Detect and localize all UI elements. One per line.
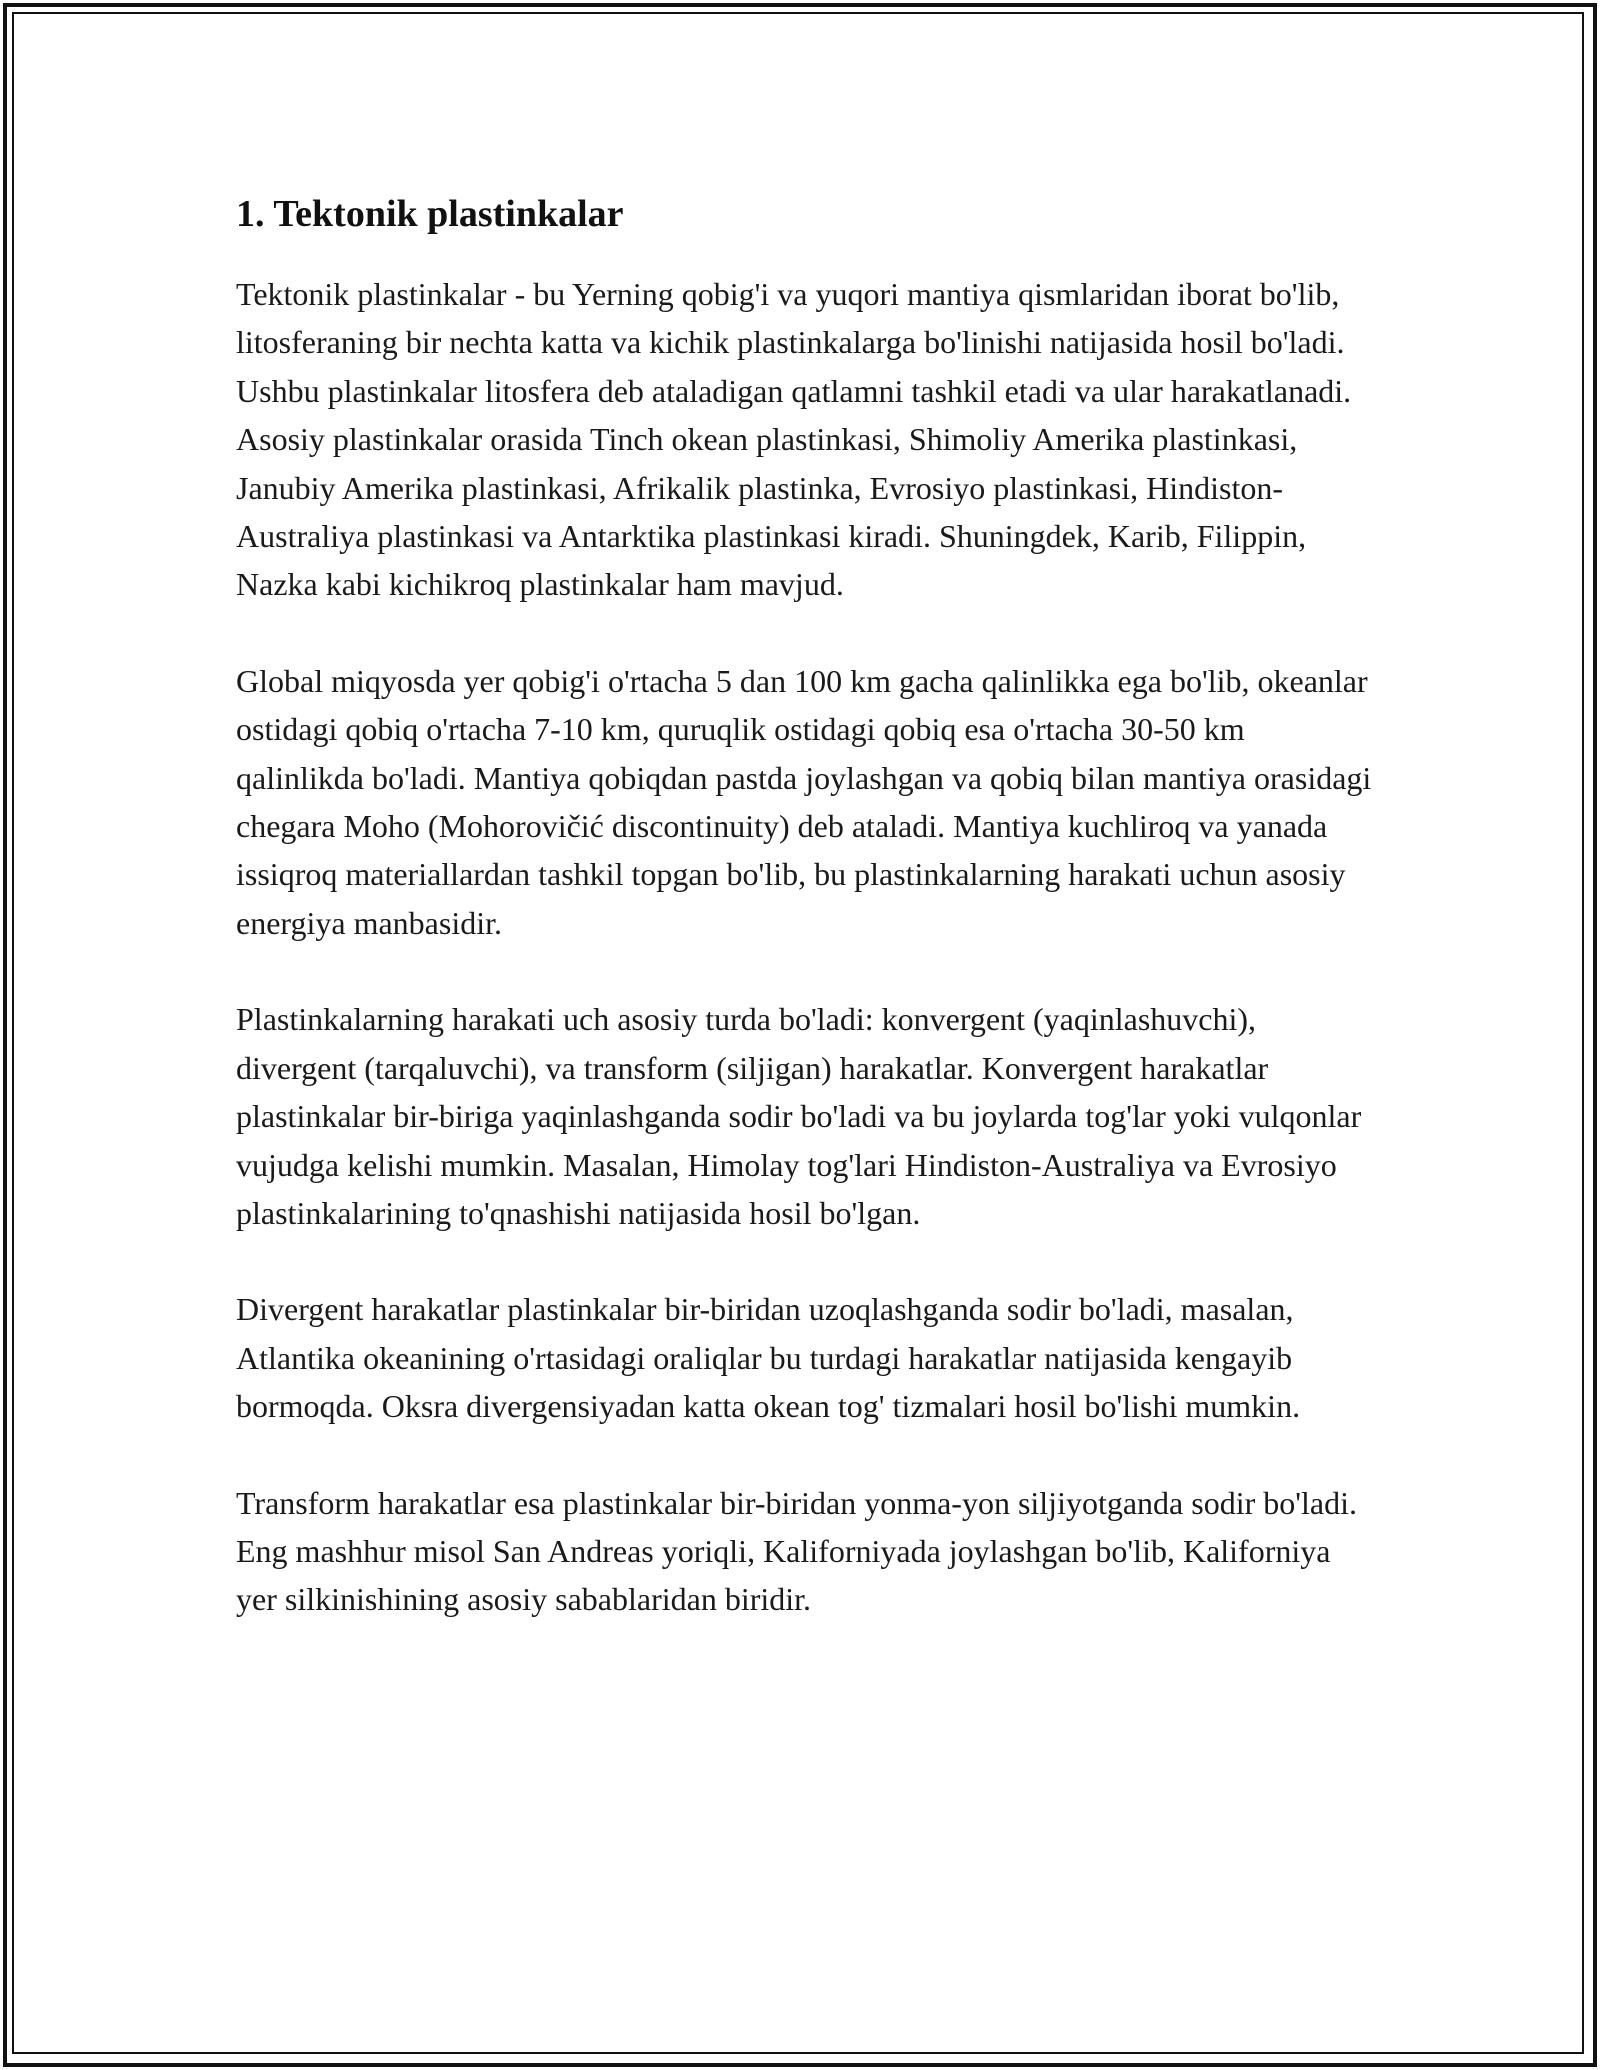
paragraph-divergent: Divergent harakatlar plastinkalar bir-biridan uzoqlashganda sodir bo'ladi, masalan, Atlantika okeanining o'rtasidagi oraliqlar bu turdagi harakatlar natijasida kengayib bormoqda. Oksra divergensiyadan katta okean tog' tizmalari hosil bo'lishi mumkin. (236, 1291, 1301, 1425)
paragraph-plates-overview: Tektonik plastinkalar - bu Yerning qobig'i va yuqori mantiya qismlaridan iborat bo'lib, litosferaning bir nechta katta va kichik plastinkalarga bo'linishi natijasida hosil bo'ladi. Ushbu plastinkalar litosfera deb ataladigan qatlamni tashkil etadi va ular harakatlanadi. Asosiy plastinkalar orasida Tinch okean plastinkasi, Shimoliy Amerika plastinkasi, Janubiy Amerika plastinkasi, Afrikalik plastinka, Evrosiyo plastinkasi, Hindiston-Australiya plastinkasi va Antarktika plastinkasi kiradi. Shuningdek, Karib, Filippin, Nazka kabi kichikroq plastinkalar ham mavjud. (236, 276, 1352, 603)
paragraph-crust-mantle: Global miqyosda yer qobig'i o'rtacha 5 dan 100 km gacha qalinlikka ega bo'lib, okeanlar ostidagi qobiq o'rtacha 7-10 km, quruqlik ostidagi qobiq esa o'rtacha 30-50 km qalinlikda bo'ladi. Mantiya qobiqdan pastda joylashgan va qobiq bilan mantiya orasidagi chegara Moho (Mohorovičić discontinuity) deb ataladi. Mantiya kuchliroq va yanada issiqroq materiallardan tashkil topgan bo'lib, bu plastinkalarning harakati uchun asosiy energiya manbasidir. (236, 662, 1372, 941)
paragraph-convergent: Plastinkalarning harakati uch asosiy turda bo'ladi: konvergent (yaqinlashuvchi), divergent (tarqaluvchi), va transform (siljigan) harakatlar. Konvergent harakatlar plastinkalar bir-biriga yaqinlashganda sodir bo'ladi va bu joylarda tog'lar yoki vulqonlar vujudga kelishi mumkin. Masalan, Himolay tog'lari Hindiston-Australiya va Evrosiyo plastinkalarining to'qnashishi natijasida hosil bo'lgan. (236, 1001, 1362, 1231)
section-heading: 1. Tektonik plastinkalar (236, 193, 624, 235)
paragraph-transform: Transform harakatlar esa plastinkalar bir-biridan yonma-yon siljiyotganda sodir bo'ladi. Eng mashhur misol San Andreas yoriqli, Kaliforniyada joylashgan bo'lib, Kaliforniya yer silkinishining asosiy sabablaridan biridir. (236, 1484, 1357, 1618)
document-body (236, 186, 1376, 1672)
